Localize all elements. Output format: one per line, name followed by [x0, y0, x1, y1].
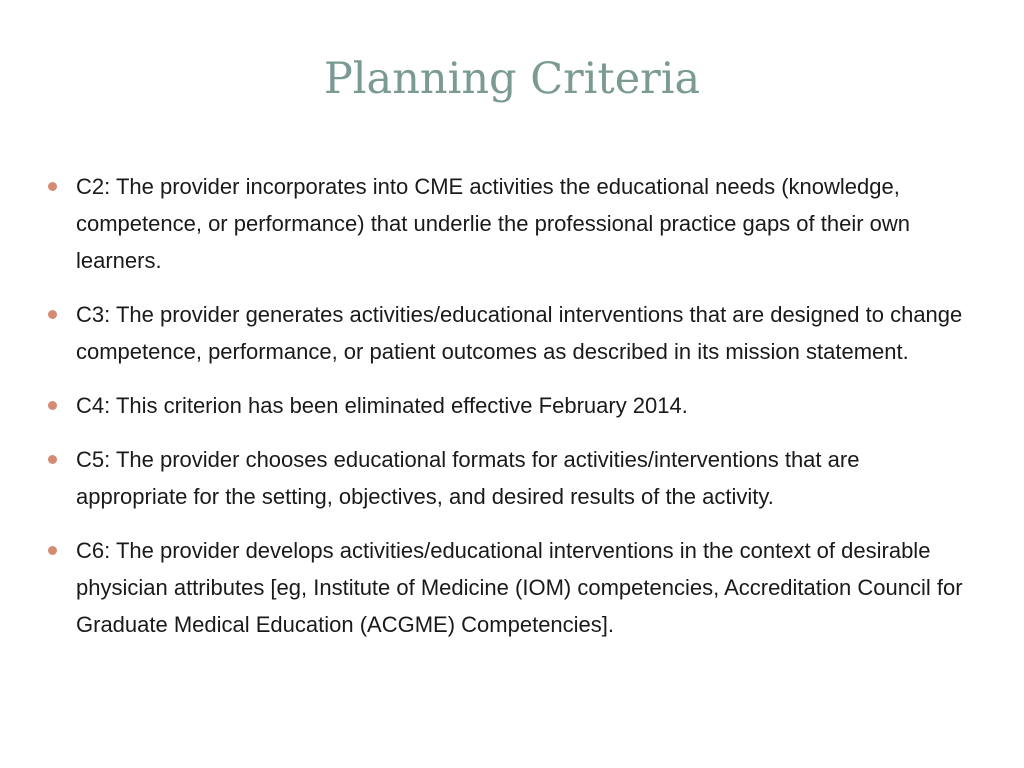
bullet-dot-icon — [48, 310, 57, 319]
bullet-text: C4: This criterion has been eliminated effective February 2014. — [76, 393, 688, 418]
bullet-item-c4 — [46, 387, 976, 424]
bullet-item-c2 — [46, 168, 976, 279]
bullet-dot-icon — [48, 401, 57, 410]
bullet-item-c6 — [46, 532, 976, 643]
bullet-dot-icon — [48, 455, 57, 464]
bullet-dot-icon — [48, 546, 57, 555]
bullet-list — [46, 168, 976, 660]
bullet-item-c5 — [46, 441, 976, 515]
bullet-text: C6: The provider develops activities/educational interventions in the context of desirable physician attributes [eg, Institute of Medicine (IOM) competencies, Accreditation Council for Graduate Medical Education (ACGME) Competencies]. — [76, 538, 963, 637]
bullet-text: C3: The provider generates activities/educational interventions that are designed to change competence, performance, or patient outcomes as described in its mission statement. — [76, 302, 963, 364]
bullet-dot-icon — [48, 182, 57, 191]
bullet-text: C5: The provider chooses educational formats for activities/interventions that are appropriate for the setting, objectives, and desired results of the activity. — [76, 447, 860, 509]
bullet-item-c3 — [46, 296, 976, 370]
bullet-text: C2: The provider incorporates into CME activities the educational needs (knowledge, competence, or performance) that underlie the professional practice gaps of their own learners. — [76, 174, 911, 273]
slide-title: Planning Criteria — [323, 54, 701, 104]
